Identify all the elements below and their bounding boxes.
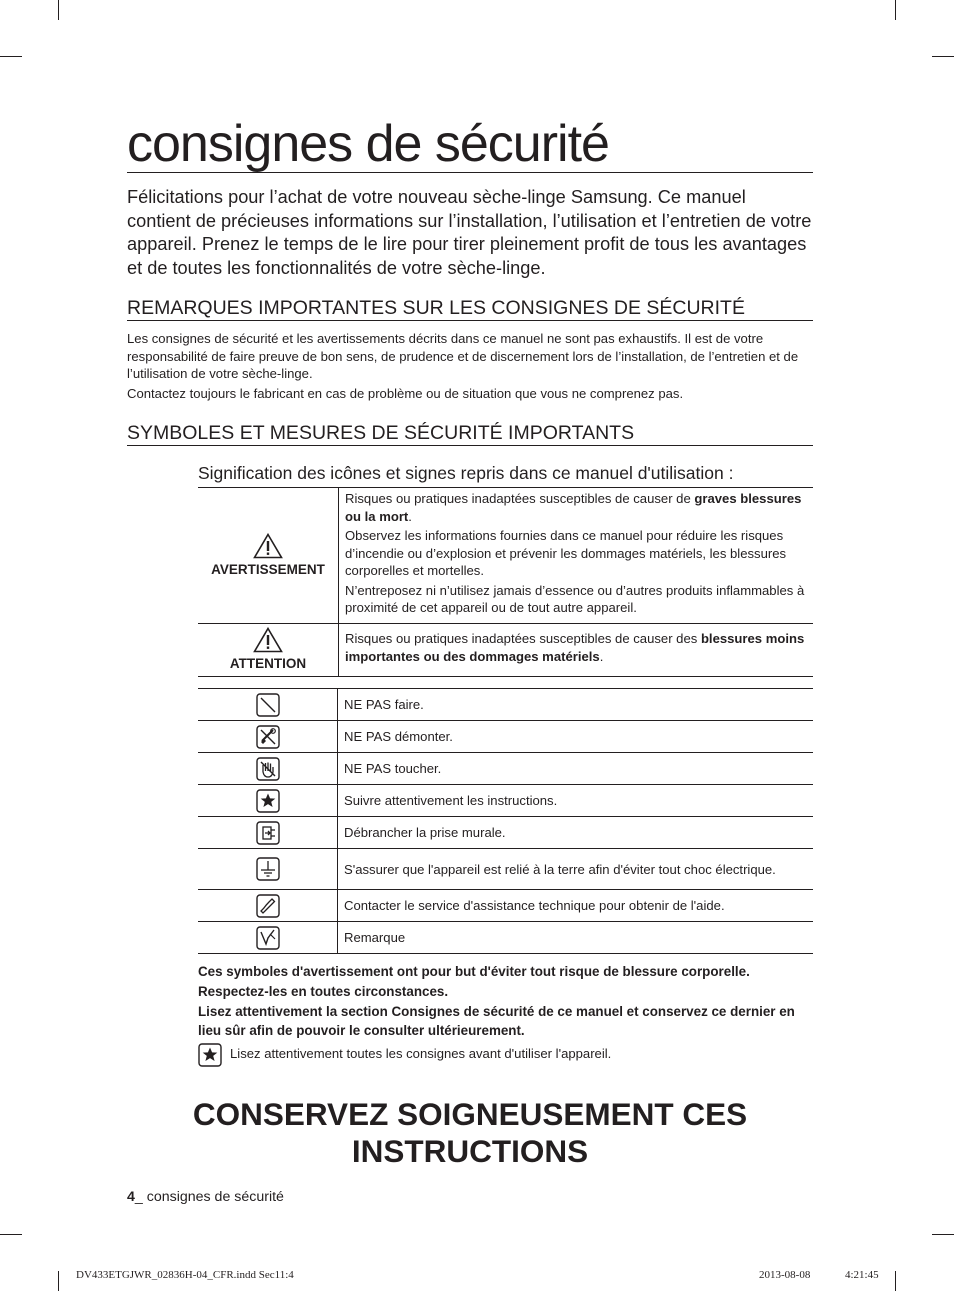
symbol-row bbox=[198, 922, 813, 954]
crop-mark bbox=[932, 1234, 954, 1235]
symboles-heading: SYMBOLES ET MESURES DE SÉCURITÉ IMPORTANTS bbox=[127, 422, 813, 446]
crop-mark bbox=[0, 56, 22, 57]
warning-line-1: Risques ou pratiques inadaptées susceptibles de causer de graves blessures ou la mort. bbox=[345, 491, 802, 524]
page-number: 4 bbox=[127, 1189, 135, 1205]
respect-note: Respectez-les en toutes circonstances. bbox=[198, 984, 449, 999]
caution-triangle-icon bbox=[253, 627, 283, 653]
symbols-table bbox=[198, 688, 813, 954]
warning-line-2: Observez les informations fournies dans ce manuel pour réduire les risques d’incendie ou d’explosion et prévenir les dommages matériels, les blessures corporelles et mortelles. bbox=[345, 528, 787, 578]
caution-text: Risques ou pratiques inadaptées susceptibles de causer des blessures moins importantes ou des dommages matériels. bbox=[345, 631, 805, 664]
slug-date: 2013-08-08 bbox=[759, 1269, 811, 1281]
symbol-text: NE PAS démonter. bbox=[338, 721, 814, 753]
read-instructions-note bbox=[198, 1043, 818, 1069]
caution-row bbox=[198, 623, 813, 676]
symbol-text: Débrancher la prise murale. bbox=[338, 817, 814, 849]
symbol-text: Remarque bbox=[338, 922, 814, 954]
symbol-text: NE PAS faire. bbox=[338, 689, 814, 721]
symbol-row bbox=[198, 817, 813, 849]
read-instructions-text: Lisez attentivement toutes les consignes avant d'utiliser l'appareil. bbox=[230, 1046, 612, 1061]
intro-paragraph: Félicitations pour l’achat de votre nouveau sèche-linge Samsung. Ce manuel contient de précieuses informations sur l’installation, l’utilisation et l’entretien de votre appareil. Prenez le temps de le lire pour tirer pleinement profit de tous les avantages et de toutes les fonctionnalités de votre sèche-linge. bbox=[127, 187, 812, 278]
symbol-row bbox=[198, 689, 813, 721]
remarques-paragraph: Les consignes de sécurité et les avertissements décrits dans ce manuel ne sont pas exhaustifs. Il est de votre responsabilité de faire preuve de bon sens, de prudence et de discernement lors de l’installation, de l’entretien et de l’utilisation de votre sèche-linge. bbox=[127, 331, 799, 381]
crop-mark bbox=[58, 0, 59, 20]
contact-paragraph: Contactez toujours le fabricant en cas de problème ou de situation que vous ne comprenez pas. bbox=[127, 386, 684, 401]
crop-mark bbox=[895, 0, 896, 20]
caution-emphasis: blessures moins importantes ou des dommages matériels bbox=[345, 631, 805, 664]
symbol-row bbox=[198, 849, 813, 890]
symbol-text: Suivre attentivement les instructions. bbox=[338, 785, 814, 817]
follow-instructions-icon bbox=[256, 789, 280, 813]
symbols-purpose-note: Ces symboles d'avertissement ont pour but d'éviter tout risque de blessure corporelle. bbox=[198, 964, 750, 979]
symbol-text: NE PAS toucher. bbox=[338, 753, 814, 785]
symboles-subheading: Signification des icônes et signes repris dans ce manuel d'utilisation : bbox=[198, 463, 734, 483]
page-footer bbox=[127, 1189, 284, 1205]
symbol-row bbox=[198, 753, 813, 785]
prohibited-icon bbox=[256, 693, 280, 717]
service-phone-icon bbox=[256, 894, 280, 918]
crop-mark bbox=[932, 56, 954, 57]
remarques-heading: REMARQUES IMPORTANTES SUR LES CONSIGNES DE SÉCURITÉ bbox=[127, 297, 813, 321]
symbol-text: S'assurer que l'appareil est relié à la terre afin d'éviter tout choc électrique. bbox=[338, 849, 814, 890]
slug-time: 4:21:45 bbox=[845, 1269, 879, 1281]
keep-instructions-heading: CONSERVEZ SOIGNEUSEMENT CES INSTRUCTIONS bbox=[192, 1096, 748, 1169]
crop-mark bbox=[0, 1234, 22, 1235]
page-title: consignes de sécurité bbox=[127, 118, 813, 173]
warning-label: AVERTISSEMENT bbox=[211, 561, 325, 577]
warning-emphasis: graves blessures ou la mort bbox=[345, 491, 802, 524]
warning-table bbox=[198, 487, 813, 677]
ground-icon bbox=[256, 857, 280, 881]
symbol-row bbox=[198, 785, 813, 817]
symbol-row bbox=[198, 890, 813, 922]
warning-line-3: N’entreposez ni n’utilisez jamais d’essence ou d’autres produits inflammables à proximité de cet appareil ou de tout autre appareil. bbox=[345, 582, 805, 615]
read-section-note: Lisez attentivement la section Consignes de sécurité de ce manuel et conservez ce dernier en lieu sûr afin de pouvoir le consulter ultérieurement. bbox=[198, 1004, 795, 1038]
crop-mark bbox=[58, 1271, 59, 1291]
caution-label: ATTENTION bbox=[229, 655, 307, 671]
warning-row bbox=[198, 488, 813, 624]
symbol-text: Contacter le service d'assistance technique pour obtenir de l'aide. bbox=[338, 890, 814, 922]
no-touch-icon bbox=[256, 757, 280, 781]
note-icon bbox=[256, 926, 280, 950]
warning-triangle-icon bbox=[253, 533, 283, 559]
follow-instructions-icon bbox=[198, 1043, 222, 1067]
footer-label: _ consignes de sécurité bbox=[134, 1189, 284, 1205]
unplug-icon bbox=[256, 821, 280, 845]
crop-mark bbox=[895, 1271, 896, 1291]
no-disassembly-icon bbox=[256, 725, 280, 749]
symbol-row bbox=[198, 721, 813, 753]
slug-filename: DV433ETGJWR_02836H-04_CFR.indd Sec11:4 bbox=[76, 1269, 294, 1281]
